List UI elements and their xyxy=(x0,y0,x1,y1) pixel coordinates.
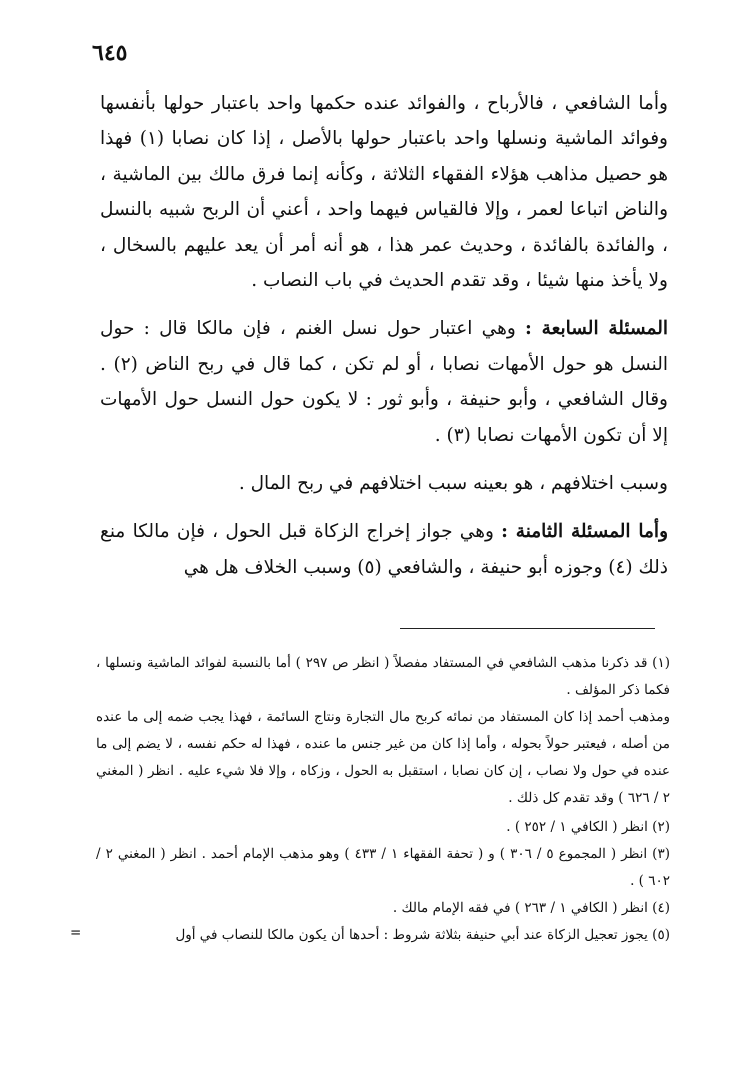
paragraph-3: وسبب اختلافهم ، هو بعينه سبب اختلافهم في ربح المال . xyxy=(238,473,668,495)
continuation-mark: = xyxy=(70,925,82,941)
footnote-5 xyxy=(70,922,670,949)
footnote-1a: (١) قد ذكرنا مذهب الشافعي في المستفاد مفصلاً ( انظر ص ٢٩٧ ) أما بالنسبة لفوائد الماشية ونسلها ، فكما ذكر المؤلف . xyxy=(96,655,670,698)
footnote-2: (٢) انظر ( الكافي ١ / ٢٥٢ ) . xyxy=(506,819,670,835)
footnotes xyxy=(70,650,670,949)
footnote-1b: ومذهب أحمد إذا كان المستفاد من نمائه كربح مال التجارة ونتاج السائمة ، فهذا يجب ضمه إلى ما عنده من أصله ، فيعتبر حولاً بحوله ، وأما إذا كان من غير جنس ما عنده ، فهذا له حكم نفسه ، لا يضم إلى ما عنده في حول ولا نصاب ، إن كان نصابا ، استقبل به الحول ، وزكاه ، وإلا فلا شيء عليه . انظر ( المغني ٢ / ٦٢٦ ) وقد تقدم كل ذلك . xyxy=(96,709,670,806)
main-text xyxy=(100,86,668,585)
paragraph-1: وأما الشافعي ، فالأرباح ، والفوائد عنده حكمها واحد باعتبار حولها بأنفسها وفوائد الماشية ونسلها واحد باعتبار حولها بالأصل ، إذا كان نصابا (١) فهذا هو حصيل مذاهب هؤلاء الفقهاء الثلاثة ، وكأنه إنما فرق مالك بين الماشية ، والناض اتباعا لعمر ، وإلا فالقياس فيهما واحد ، أعني أن الربح شبيه بالنسل ، والفائدة بالفائدة ، وحديث عمر هذا ، هو أنه أمر أن يعد عليهم بالسخال ، ولا يأخذ منها شيئا ، وقد تقدم الحديث في باب النصاب . xyxy=(100,93,668,292)
footnote-4: (٤) انظر ( الكافي ١ / ٢٦٣ ) في فقه الإمام مالك . xyxy=(392,900,670,916)
paragraph-4-heading: وأما المسئلة الثامنة : xyxy=(501,521,668,543)
paragraph-2-heading: المسئلة السابعة : xyxy=(525,318,668,340)
footnote-5-text: (٥) يجوز تعجيل الزكاة عند أبي حنيفة بثلاثة شروط : أحدها أن يكون مالكا للنصاب في أول xyxy=(175,927,670,943)
paragraph-4 xyxy=(100,514,668,585)
footnote-3: (٣) انظر ( المجموع ٥ / ٣٠٦ ) و ( تحفة الفقهاء ١ / ٤٣٣ ) وهو مذهب الإمام أحمد . انظر ( المغني ٢ / ٦٠٢ ) . xyxy=(96,846,670,889)
page-number: ٦٤٥ xyxy=(92,40,128,66)
paragraph-2 xyxy=(100,311,668,453)
paragraph-4-body: وهي جواز إخراج الزكاة قبل الحول ، فإن مالكا منع ذلك (٤) وجوزه أبو حنيفة ، والشافعي (٥) وسبب الخلاف هل هي xyxy=(100,521,668,578)
footnote-divider xyxy=(400,628,655,629)
paragraph-2-body: وهي اعتبار حول نسل الغنم ، فإن مالكا قال : حول النسل هو حول الأمهات نصابا ، أو لم تكن ، كما قال في ربح الناض (٢) . وقال الشافعي ، وأبو حنيفة ، وأبو ثور : لا يكون حول النسل حول الأمهات إلا أن تكون الأمهات نصابا (٣) . xyxy=(100,318,669,446)
